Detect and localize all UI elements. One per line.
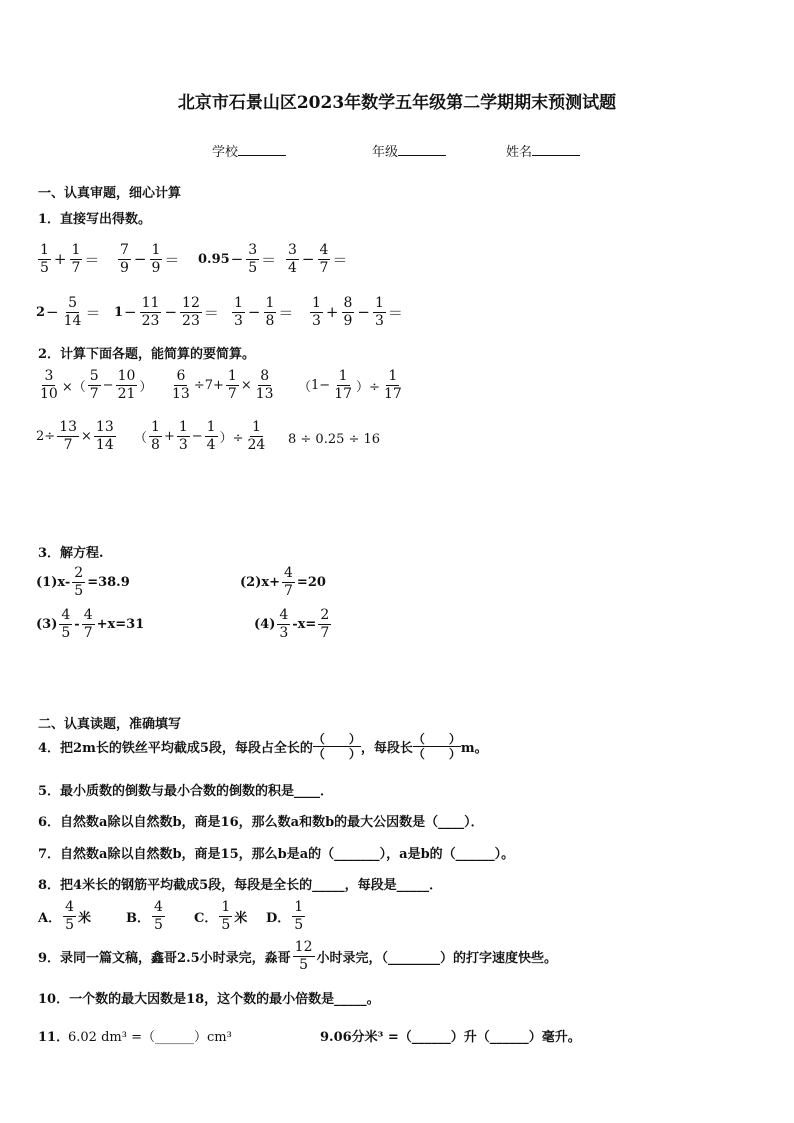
denominator: 5 [248, 259, 258, 276]
q1-item-4 [284, 243, 347, 275]
fraction [310, 296, 323, 328]
numerator: 1 [178, 419, 188, 435]
numerator: 6 [176, 368, 186, 384]
numerator: 5 [89, 368, 99, 384]
numerator: 1 [206, 419, 216, 435]
page-title: 北京市石景山区2023年数学五年级第二学期期末预测试题 [177, 93, 617, 113]
operator: − [357, 303, 370, 322]
equals-sign: ＝ [85, 303, 101, 322]
grade-blank[interactable] [398, 143, 446, 156]
denominator: 7 [320, 624, 330, 641]
fraction [232, 296, 245, 328]
denominator: 3 [375, 312, 384, 329]
fraction [342, 296, 355, 328]
q8-option-b[interactable]: B． $\frac{4}{5}$ [126, 899, 163, 933]
q4: 4．把2m长的铁丝平均截成5段，每段占全长的 （ ） （ ） ，每段长 （ ） （ ） m。 [38, 732, 488, 762]
denominator: 24 [247, 436, 266, 453]
denominator: 7 [319, 259, 329, 276]
denominator: 9 [343, 312, 353, 329]
q1-item-5: 2 − $\frac{5}{14}$ ＝ [36, 295, 101, 329]
equals-sign: ＝ [164, 250, 180, 269]
numerator: 4 [154, 899, 163, 915]
numerator: 1 [338, 368, 348, 384]
fraction [254, 369, 276, 401]
numerator: 2 [320, 607, 330, 623]
denominator: 7 [63, 436, 73, 453]
fraction [277, 608, 290, 640]
numerator: 10 [117, 368, 136, 384]
numerator: 1 [40, 242, 49, 258]
operator: − [46, 303, 59, 322]
operator: + [53, 250, 67, 269]
name-field [506, 141, 580, 160]
denominator: 5 [299, 956, 309, 973]
q3-prompt: 3．解方程. [38, 546, 104, 561]
fraction [332, 369, 354, 401]
denominator: 3 [178, 436, 188, 453]
numerator: 5 [68, 295, 77, 311]
q7: 7．自然数a除以自然数b，商是15，那么b是a的（_______），a是b的（______）。 [38, 847, 515, 862]
fraction [150, 243, 163, 275]
fraction [382, 369, 404, 401]
q11-part-2: 9.06分米³ =（______）升（______）毫升。 [320, 1030, 581, 1045]
numerator: 13 [95, 419, 114, 435]
numerator: 11 [141, 295, 160, 311]
fraction [292, 900, 305, 932]
q2-item-5: （ $\frac{1}{8}$ + $\frac{1}{3}$ − $\frac{1}{4}$ ）÷ $\frac{1}{24}$ [134, 419, 266, 453]
school-blank[interactable] [238, 143, 286, 156]
fraction [282, 566, 295, 598]
denominator: 23 [182, 312, 200, 329]
fraction [88, 369, 101, 401]
numerator: 1 [151, 242, 161, 258]
q5: 5．最小质数的倒数与最小合数的倒数的积是____． [38, 784, 334, 799]
fraction [246, 420, 268, 452]
fraction [63, 900, 76, 932]
numerator: 1 [388, 368, 398, 384]
fraction [152, 900, 165, 932]
fraction [70, 243, 83, 275]
fraction [94, 420, 116, 452]
section1-heading: 一、认真审题，细心计算 [38, 186, 182, 201]
operator: − [247, 303, 261, 322]
denominator: 14 [63, 312, 82, 329]
fraction [38, 243, 51, 275]
fraction [118, 243, 131, 275]
q8-option-c[interactable]: C． $\frac{1}{5}$ 米 [194, 899, 248, 933]
operator: + [325, 303, 339, 322]
numerator: 4 [61, 607, 71, 623]
denominator: 5 [65, 916, 75, 933]
fraction [59, 608, 72, 640]
denominator: 21 [117, 385, 136, 402]
denominator: 4 [288, 259, 297, 276]
fraction [82, 608, 95, 640]
q1-item-3: 0.95 − $\frac{3}{5}$ ＝ [198, 242, 277, 276]
numerator: 1 [221, 899, 231, 915]
fraction [38, 369, 60, 401]
numerator: 4 [284, 565, 293, 581]
name-label: 姓名 [506, 145, 533, 160]
denominator: 17 [383, 385, 402, 402]
denominator: 8 [265, 312, 275, 329]
numerator: 1 [234, 295, 243, 311]
denominator: 3 [234, 312, 243, 329]
grade-field [372, 141, 446, 160]
q1-item-2 [116, 243, 179, 275]
fraction-answer-blank[interactable]: （ ） （ ） [412, 732, 461, 762]
denominator: 5 [61, 624, 71, 641]
operator: − [124, 303, 137, 322]
fraction [318, 608, 331, 640]
fraction [57, 420, 79, 452]
denominator: 7 [71, 259, 81, 276]
numerator: 1 [294, 899, 304, 915]
equation-3: (3) $\frac{4}{5}$ - $\frac{4}{7}$ +x=31 [36, 607, 145, 641]
denominator: 17 [334, 385, 353, 402]
q2-item-1: $\frac{3}{10}$ ×（ $\frac{5}{7}$ − $\frac{10}{21}$ ） [40, 368, 153, 402]
q9: 9．录同一篇文稿，鑫哥2.5小时录完，淼哥 $\frac{12}{5}$ 小时录完，（________）的打字速度快些。 [38, 939, 558, 973]
q11-part-1: 6.02 dm³ =（______）cm³ [68, 1030, 232, 1045]
denominator: 7 [89, 385, 99, 402]
q10: 10．一个数的最大因数是18，这个数的最小倍数是_____。 [38, 992, 380, 1007]
numerator: 2 [74, 565, 84, 581]
q2-item-3: （ 1 − $\frac{1}{17}$ ）÷ $\frac{1}{17}$ [298, 368, 402, 402]
numerator: 1 [227, 368, 237, 384]
fraction [205, 420, 218, 452]
q2-prompt: 2．计算下面各题，能简算的要简算。 [38, 347, 256, 362]
grade-label: 年级 [372, 145, 399, 160]
numerator: 3 [248, 242, 258, 258]
numerator: 4 [319, 242, 329, 258]
q1-item-6: 1 − $\frac{11}{23}$ − $\frac{12}{23}$ ＝ [114, 295, 219, 329]
numerator: 4 [279, 607, 289, 623]
section2-heading: 二、认真读题，准确填写 [38, 717, 182, 732]
denominator: 5 [74, 582, 84, 599]
equals-sign: ＝ [84, 250, 100, 269]
numerator: 13 [59, 419, 78, 435]
numerator: 1 [265, 295, 275, 311]
denominator: 13 [172, 385, 190, 402]
equals-sign: ＝ [332, 250, 348, 269]
operator: − [301, 250, 315, 269]
denominator: 9 [120, 259, 129, 276]
denominator: 10 [40, 385, 58, 402]
numerator: 12 [182, 295, 200, 311]
numerator: 1 [151, 419, 160, 435]
q8-option-a[interactable]: A． $\frac{4}{5}$ 米 [38, 899, 92, 933]
name-blank[interactable] [532, 143, 580, 156]
fraction [286, 243, 299, 275]
denominator: 23 [141, 312, 160, 329]
fraction [226, 369, 239, 401]
equation-4: (4) $\frac{4}{3}$ -x= $\frac{2}{7}$ [254, 607, 330, 641]
q2-item-6: 8 ÷ 0.25 ÷ 16 [288, 432, 381, 447]
fraction [170, 369, 192, 401]
fraction [177, 420, 190, 452]
fraction [149, 420, 162, 452]
fraction [62, 296, 84, 328]
numerator: 12 [294, 939, 313, 955]
equation-1: (1)x- $\frac{2}{5}$ =38.9 [36, 565, 130, 599]
q8-option-d[interactable]: D． $\frac{1}{5}$ [266, 899, 304, 933]
fraction [219, 900, 232, 932]
denominator: 14 [95, 436, 114, 453]
denominator: 4 [206, 436, 216, 453]
q2-item-4: 2 ÷ $\frac{13}{7}$ × $\frac{13}{14}$ [36, 419, 114, 453]
fraction [264, 296, 277, 328]
denominator: 7 [83, 624, 93, 641]
numerator: 7 [120, 242, 129, 258]
denominator: 7 [227, 385, 237, 402]
numerator: 8 [343, 295, 353, 311]
denominator: 8 [151, 436, 160, 453]
fraction [318, 243, 331, 275]
fraction [373, 296, 386, 328]
denominator: 9 [151, 259, 161, 276]
equals-sign: ＝ [203, 303, 219, 322]
numerator: 3 [288, 242, 297, 258]
school-label: 学校 [212, 145, 239, 160]
equals-sign: ＝ [261, 250, 277, 269]
fraction [180, 296, 202, 328]
denominator: 5 [221, 916, 231, 933]
fraction [72, 566, 85, 598]
denominator: 7 [284, 582, 293, 599]
fraction [140, 296, 162, 328]
numerator: 1 [375, 295, 384, 311]
q6: 6．自然数a除以自然数b，商是16，那么数a和数b的最大公因数是（____）． [38, 815, 484, 830]
operator: − [133, 250, 147, 269]
denominator: 3 [312, 312, 321, 329]
q1-prompt: 1．直接写出得数。 [38, 212, 152, 227]
q1-item-1 [36, 243, 99, 275]
numerator: 8 [260, 368, 270, 384]
fraction [293, 940, 315, 972]
equals-sign: ＝ [387, 303, 403, 322]
denominator: 3 [279, 624, 289, 641]
q1-item-8 [308, 296, 403, 328]
denominator: 5 [294, 916, 304, 933]
numerator: 3 [44, 368, 54, 384]
q1-item-7 [230, 296, 293, 328]
q8: 8．把4米长的钢筋平均截成5段，每段是全长的_____，每段是_____． [38, 878, 443, 893]
fraction [246, 243, 259, 275]
fraction-answer-blank[interactable]: （ ） （ ） [312, 732, 361, 762]
denominator: 5 [40, 259, 49, 276]
school-field [212, 141, 286, 160]
q2-item-2: $\frac{6}{13}$ ÷ 7 + $\frac{1}{7}$ × $\frac{8}{13}$ [172, 368, 274, 402]
denominator: 13 [255, 385, 274, 402]
denominator: 5 [154, 916, 163, 933]
numerator: 1 [251, 419, 261, 435]
operator: − [230, 250, 244, 269]
equation-2: (2)x+ $\frac{4}{7}$ =20 [240, 565, 326, 599]
q11-number: 11． [38, 1030, 70, 1045]
numerator: 4 [83, 607, 93, 623]
numerator: 4 [65, 899, 75, 915]
equals-sign: ＝ [278, 303, 294, 322]
numerator: 1 [71, 242, 81, 258]
operator: − [164, 303, 178, 322]
fraction [116, 369, 138, 401]
numerator: 1 [312, 295, 321, 311]
